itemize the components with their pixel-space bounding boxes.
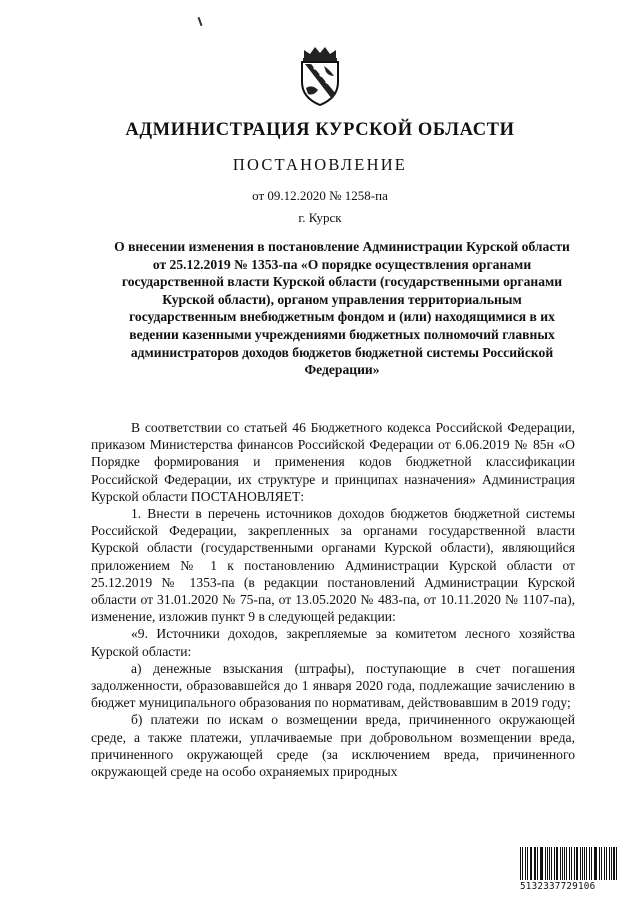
barcode-bar [545, 847, 546, 880]
barcode-bar [537, 847, 538, 880]
barcode-bar [540, 847, 541, 880]
barcode-bar [569, 847, 570, 880]
barcode-bar [556, 847, 558, 880]
paragraph-item-1: 1. Внести в перечень источников доходов бюджетов бюджетной системы Российской Федерации, закрепленных за органами государственной власти Курской области (государственными органами Курской области), являющийся приложением № 1 к постановлению Администрации Курской области от 25.12.2019 № 1353-па (в редакции постановлений Администрации Курской области от 31.01.2020 № 75-па, от 13.05.2020 № 483-па, от 10.11.2020 № 1107-па), изменение, изложив пункт 9 в следующей редакции: [91, 506, 575, 625]
barcode-bar [547, 847, 548, 880]
kursk-coat-of-arms-icon [296, 44, 344, 106]
barcode-bar [595, 847, 596, 880]
paragraph-item-9: «9. Источники доходов, закрепляемые за комитетом лесного хозяйства Курской области: [91, 626, 575, 659]
document-type: ПОСТАНОВЛЕНИЕ [232, 155, 408, 174]
barcode-bar [584, 847, 585, 880]
barcode-bar [589, 847, 590, 880]
barcode-bar [560, 847, 561, 880]
barcode-bar [606, 847, 607, 880]
barcode-bar [611, 847, 612, 880]
barcode-bar [554, 847, 555, 880]
document-body [91, 419, 575, 780]
barcode-bar [549, 847, 550, 880]
barcode-bar [616, 847, 617, 880]
barcode-bar [531, 847, 532, 880]
barcode-bar [527, 847, 528, 880]
document-barcode [520, 847, 618, 895]
document-title: О внесении изменения в постановление Администрации Курской области от 25.12.2019 № 1353-па «О порядке осуществления органами государственной власти Курской области (государственными органами Курской области), органом управления территориальным государственным внебюджетным фондом и (или) находящимися в их ведении казенными учреждениями бюджетных полномочий главных администраторов доходов бюджетов бюджетной системы Российской Федерации» [114, 239, 570, 378]
barcode-bar [520, 847, 521, 880]
barcode-bar [525, 847, 526, 880]
document-number: от 09.12.2020 № 1258-па [252, 188, 388, 203]
paragraph-subitem-a: а) денежные взыскания (штрафы), поступающие в счет погашения задолженности, образовавшейся до 1 января 2020 года, подлежащие зачислению в бюджет муниципального образования по нормативам, действовавшим в 2019 году; [91, 660, 575, 711]
barcode-bar [591, 847, 592, 880]
barcode-bar [582, 847, 583, 880]
barcode-bar [551, 847, 552, 880]
barcode-bar [604, 847, 605, 880]
barcode-bar [601, 847, 602, 880]
barcode-bars [520, 847, 618, 880]
barcode-bar [564, 847, 565, 880]
barcode-bar [613, 847, 614, 880]
barcode-bar [599, 847, 601, 880]
document-city: г. Курск [298, 210, 342, 225]
barcode-bar [586, 847, 587, 880]
barcode-bar [562, 847, 563, 880]
barcode-bar [580, 847, 581, 880]
barcode-bar [534, 847, 536, 880]
scan-mark [198, 17, 203, 26]
barcode-bar [594, 847, 595, 880]
paragraph-preamble: В соответствии со статьей 46 Бюджетного кодекса Российской Федерации, приказом Министерства финансов Российской Федерации от 6.06.2019 № 85н «О Порядке формирования и применения кодов бюджетной классификации Российской Федерации, их структуре и принципах назначения» Администрация Курской области ПОСТАНОВЛЯЕТ: [91, 420, 575, 504]
paragraph-subitem-b: б) платежи по искам о возмещении вреда, причиненного окружающей среде, а также платежи, уплачиваемые при добровольном возмещении вреда, причиненного окружающей среде (за исключением вреда, причиненного окружающей среде на особо охраняемых природных [91, 712, 575, 780]
barcode-bar [571, 847, 572, 880]
barcode-bar [522, 847, 523, 880]
barcode-bar [541, 847, 542, 880]
barcode-bar [574, 847, 575, 880]
barcode-bar [576, 847, 578, 880]
barcode-bar [530, 847, 531, 880]
barcode-bar [566, 847, 567, 880]
barcode-bar [609, 847, 610, 880]
organization-name: АДМИНИСТРАЦИЯ КУРСКОЙ ОБЛАСТИ [125, 120, 515, 140]
barcode-number: 5132337729106 [520, 881, 596, 892]
